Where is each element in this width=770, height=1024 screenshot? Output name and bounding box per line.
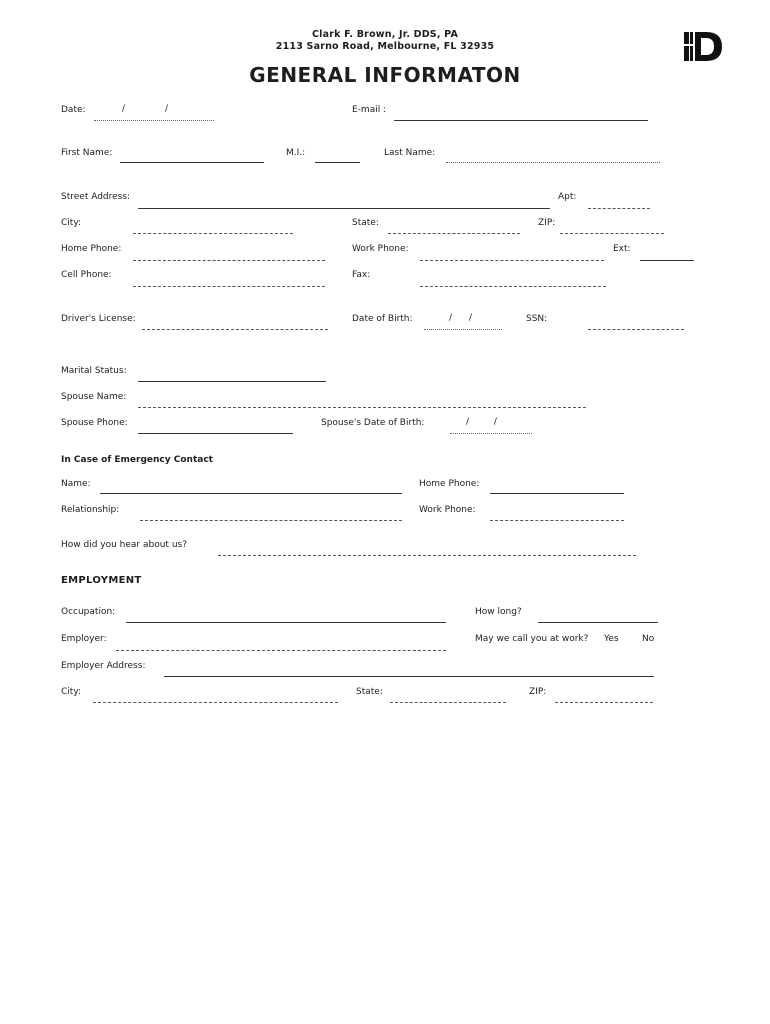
spouse-phone-label: Spouse Phone:	[61, 418, 128, 428]
state-field[interactable]	[388, 233, 520, 234]
ext-label: Ext:	[613, 244, 631, 254]
call-at-work-label: May we call you at work?	[475, 634, 589, 644]
date-of-birth-separators: / /	[449, 313, 472, 323]
spouse-phone-field[interactable]	[138, 433, 293, 434]
fax-label: Fax:	[352, 270, 371, 280]
email-field[interactable]	[394, 120, 648, 121]
occupation-field[interactable]	[126, 622, 446, 623]
apt-field[interactable]	[588, 208, 650, 209]
employment-state-field[interactable]	[390, 702, 506, 703]
mi-field[interactable]	[315, 162, 360, 163]
how-long-label: How long?	[475, 607, 522, 617]
date-separator-2: /	[165, 104, 169, 114]
spouse-dob-field[interactable]	[450, 433, 532, 434]
spouse-dob-label: Spouse's Date of Birth:	[321, 418, 425, 428]
cell-phone-field[interactable]	[133, 286, 325, 287]
zip-field[interactable]	[560, 233, 664, 234]
last-name-field[interactable]	[446, 162, 660, 163]
employer-address-field[interactable]	[164, 676, 654, 677]
marital-status-label: Marital Status:	[61, 366, 127, 376]
employment-city-label: City:	[61, 687, 82, 697]
employment-city-field[interactable]	[93, 702, 338, 703]
hear-about-field[interactable]	[218, 555, 636, 556]
work-phone-field[interactable]	[420, 260, 604, 261]
emergency-work-phone-label: Work Phone:	[419, 505, 476, 515]
home-phone-label: Home Phone:	[61, 244, 122, 254]
date-label: Date:	[61, 105, 86, 115]
employment-state-label: State:	[356, 687, 383, 697]
fax-field[interactable]	[420, 286, 606, 287]
spouse-dob-separators: / /	[466, 417, 497, 427]
hear-about-label: How did you hear about us?	[61, 540, 187, 550]
zip-label: ZIP:	[538, 218, 556, 228]
emergency-home-phone-field[interactable]	[490, 493, 624, 494]
home-phone-field[interactable]	[133, 260, 325, 261]
email-label: E-mail :	[352, 105, 387, 115]
state-label: State:	[352, 218, 379, 228]
employment-heading: EMPLOYMENT	[61, 575, 142, 586]
work-phone-label: Work Phone:	[352, 244, 409, 254]
drivers-license-label: Driver's License:	[61, 314, 136, 324]
first-name-field[interactable]	[120, 162, 264, 163]
date-field[interactable]	[94, 120, 214, 121]
spouse-name-field[interactable]	[138, 407, 586, 408]
employment-zip-label: ZIP:	[529, 687, 547, 697]
emergency-name-field[interactable]	[100, 493, 402, 494]
street-address-label: Street Address:	[61, 192, 131, 202]
last-name-label: Last Name:	[384, 148, 436, 158]
relationship-label: Relationship:	[61, 505, 120, 515]
date-of-birth-label: Date of Birth:	[352, 314, 413, 324]
page-title: GENERAL INFORMATON	[249, 63, 521, 87]
city-label: City:	[61, 218, 82, 228]
practice-address: 2113 Sarno Road, Melbourne, FL 32935	[275, 41, 495, 52]
emergency-heading: In Case of Emergency Contact	[61, 455, 213, 465]
how-long-field[interactable]	[538, 622, 658, 623]
cell-phone-label: Cell Phone:	[61, 270, 112, 280]
ext-field[interactable]	[640, 260, 694, 261]
ssn-field[interactable]	[588, 329, 684, 330]
date-of-birth-field[interactable]	[424, 329, 502, 330]
emergency-work-phone-field[interactable]	[490, 520, 624, 521]
practice-name: Clark F. Brown, Jr. DDS, PA	[311, 29, 459, 40]
marital-status-field[interactable]	[138, 381, 326, 382]
employer-field[interactable]	[116, 650, 446, 651]
employer-address-label: Employer Address:	[61, 661, 146, 671]
spouse-name-label: Spouse Name:	[61, 392, 127, 402]
street-address-field[interactable]	[138, 208, 550, 209]
call-at-work-yes[interactable]: Yes	[604, 634, 619, 644]
drivers-license-field[interactable]	[142, 329, 328, 330]
first-name-label: First Name:	[61, 148, 113, 158]
relationship-field[interactable]	[140, 520, 402, 521]
ssn-label: SSN:	[526, 314, 548, 324]
call-at-work-no[interactable]: No	[642, 634, 655, 644]
practice-logo-icon	[684, 30, 724, 63]
employer-label: Employer:	[61, 634, 107, 644]
emergency-name-label: Name:	[61, 479, 91, 489]
apt-label: Apt:	[558, 192, 577, 202]
mi-label: M.I.:	[286, 148, 306, 158]
city-field[interactable]	[133, 233, 293, 234]
occupation-label: Occupation:	[61, 607, 116, 617]
emergency-home-phone-label: Home Phone:	[419, 479, 480, 489]
date-separator-1: /	[122, 104, 126, 114]
employment-zip-field[interactable]	[555, 702, 653, 703]
